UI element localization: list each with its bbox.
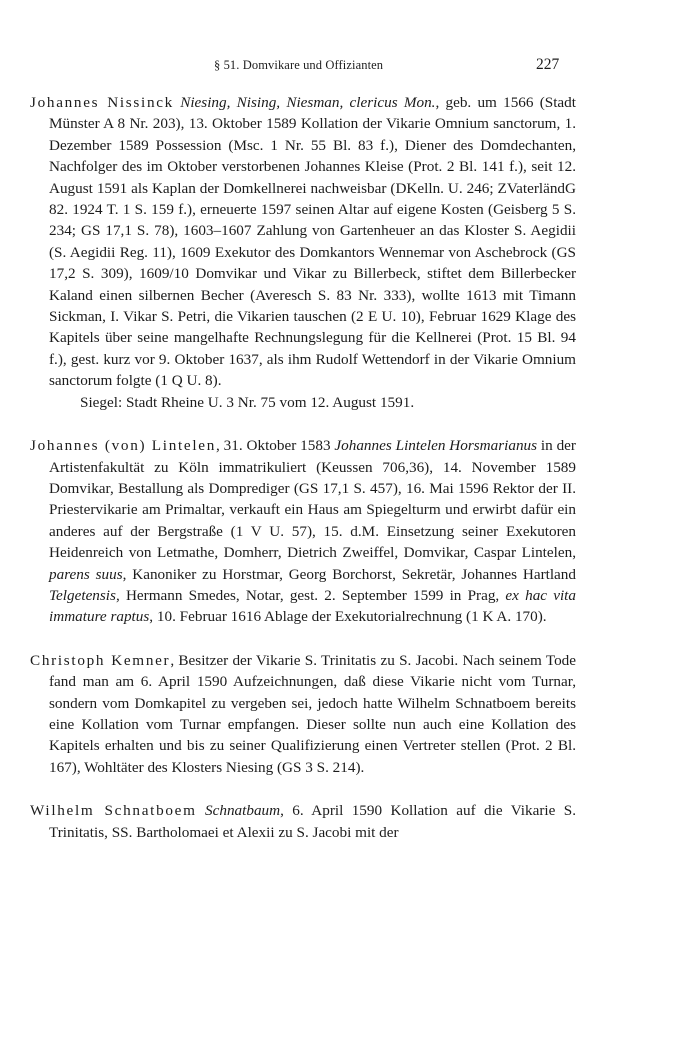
entry-alias: Niesing, Nising, Niesman, clericus Mon.: [180, 94, 436, 111]
entry-name: Christoph Kemner: [30, 651, 171, 669]
entry-latin: Telgetensis: [49, 586, 116, 604]
entry-text: , geb. um 1566 (Stadt Münster A 8 Nr. 203), 13. Oktober 1589 Kollation der Vikarie Omnium sanctorum, 1. Dezember 1589 Possession (Msc. 1 Nr. 55 Bl. 83 f.), Diener des Domdechanten, Nachfolger des im Oktober verstorbenen Johannes Kleise (Prot. 2 Bl. 141 f.), seit 12. August 1591 als Kaplan der Domkellnerei nachweisbar (DKelln. U. 246; ZVaterländG 82. 1924 T. 1 S. 159 f.), erneuerte 1597 seinen Altar auf eigene Kosten (Geisberg 5 S. 234; GS 17,1 S. 78), 1603–1607 Zahlung von Gartenheuer an das Kloster S. Aegidii (S. Aegidii Reg. 11), 1609 Exekutor des Domkantors Wennemar von Aschebrock (GS 17,2 S. 309), 1609/10 Domvikar und Vikar zu Billerbeck, stiftet dem Billerbecker Kaland einen silbernen Becher (Averesch S. 83 Nr. 333), wollte 1613 mit Timann Sickman, I. Vikar S. Petri, die Vikarien tauschen (2 E U. 10), Februar 1629 Klage des Kapitels über seine mangelhafte Rechnungslegung für die Kellnerei (Prot. 15 Bl. 94 f.), gest. kurz vor 9. Oktober 1637, als ihm Rudolf Wettendorf in der Vikarie Omnium sanctorum folgte (1 Q U. 8).: [49, 94, 576, 390]
entry-text: , Hermann Smedes, Notar, gest. 2. September 1599 in Prag,: [115, 586, 506, 604]
entry-latin: parens suus: [49, 565, 123, 583]
entry-text: , Kanoniker zu Horstmar, Georg Borchorst, Sekretär, Johannes Hartland: [122, 565, 576, 583]
entry-name: Johannes (von) Lintelen: [30, 437, 217, 455]
entry-text: , 10. Februar 1616 Ablage der Exekutorialrechnung (1 K A. 170).: [149, 608, 547, 626]
entry-nissinck: [30, 92, 576, 392]
entry-text: , 6. April 1590 Kollation auf die Vikarie S. Trinitatis, SS. Bartholomaei et Alexii zu S. Jacobi mit der: [49, 802, 576, 841]
running-title: § 51. Domvikare und Offizianten: [214, 58, 384, 72]
page-number: 227: [536, 56, 560, 73]
entry-name: Johannes Nissinck: [30, 94, 174, 111]
entry-lintelen: [30, 435, 576, 628]
entry-schnatboem: [30, 800, 576, 843]
entry-text: , 31. Oktober 1583: [216, 437, 335, 455]
entry-seal: Siegel: Stadt Rheine U. 3 Nr. 75 vom 12. August 1591.: [80, 393, 415, 411]
entry-kemner: [30, 650, 576, 778]
entry-text: , Besitzer der Vikarie S. Trinitatis zu S. Jacobi. Nach seinem Tode fand man am 6. April 1590 Aufzeichnungen, daß diese Vikarie nicht vom Turnar, sondern vom Domkapitel zu vergeben sei, jedoch hatte Wilhelm Schnatboem bereits eine Kollation vom Turnar empfangen. Dieser sollte nun auch eine Kollation des Kapitels erhalten und bis zu seiner Qualifizierung einen Vertreter stellen (Prot. 2 Bl. 167), Wohltäter des Klosters Niesing (GS 3 S. 214).: [49, 651, 576, 776]
entry-name: Wilhelm Schnatboem: [30, 802, 197, 820]
running-header: [0, 56, 700, 80]
entry-alias: Schnatbaum: [205, 802, 281, 820]
entry-latin: ex hac vita immature raptus: [49, 586, 576, 626]
page-body: [30, 92, 576, 843]
entry-text: in der Artistenfakultät zu Köln immatrikuliert (Keussen 706,36), 14. November 1589 Domvikar, Bestallung als Domprediger (GS 17,1 S. 457), 16. Mai 1596 Rektor der II. Priestervikarie am Primaltar, verkauft ein Haus am Spiegelturm und erwirbt dafür ein anderes auf der Bergstraße (1 V U. 57), 15. d.M. Einsetzung seiner Exekutoren Heidenreich von Letmathe, Domherr, Dietrich Zweiffel, Domvikar, Caspar Lintelen,: [49, 437, 576, 562]
entry-latin: Johannes Lintelen Horsmarianus: [334, 437, 538, 455]
